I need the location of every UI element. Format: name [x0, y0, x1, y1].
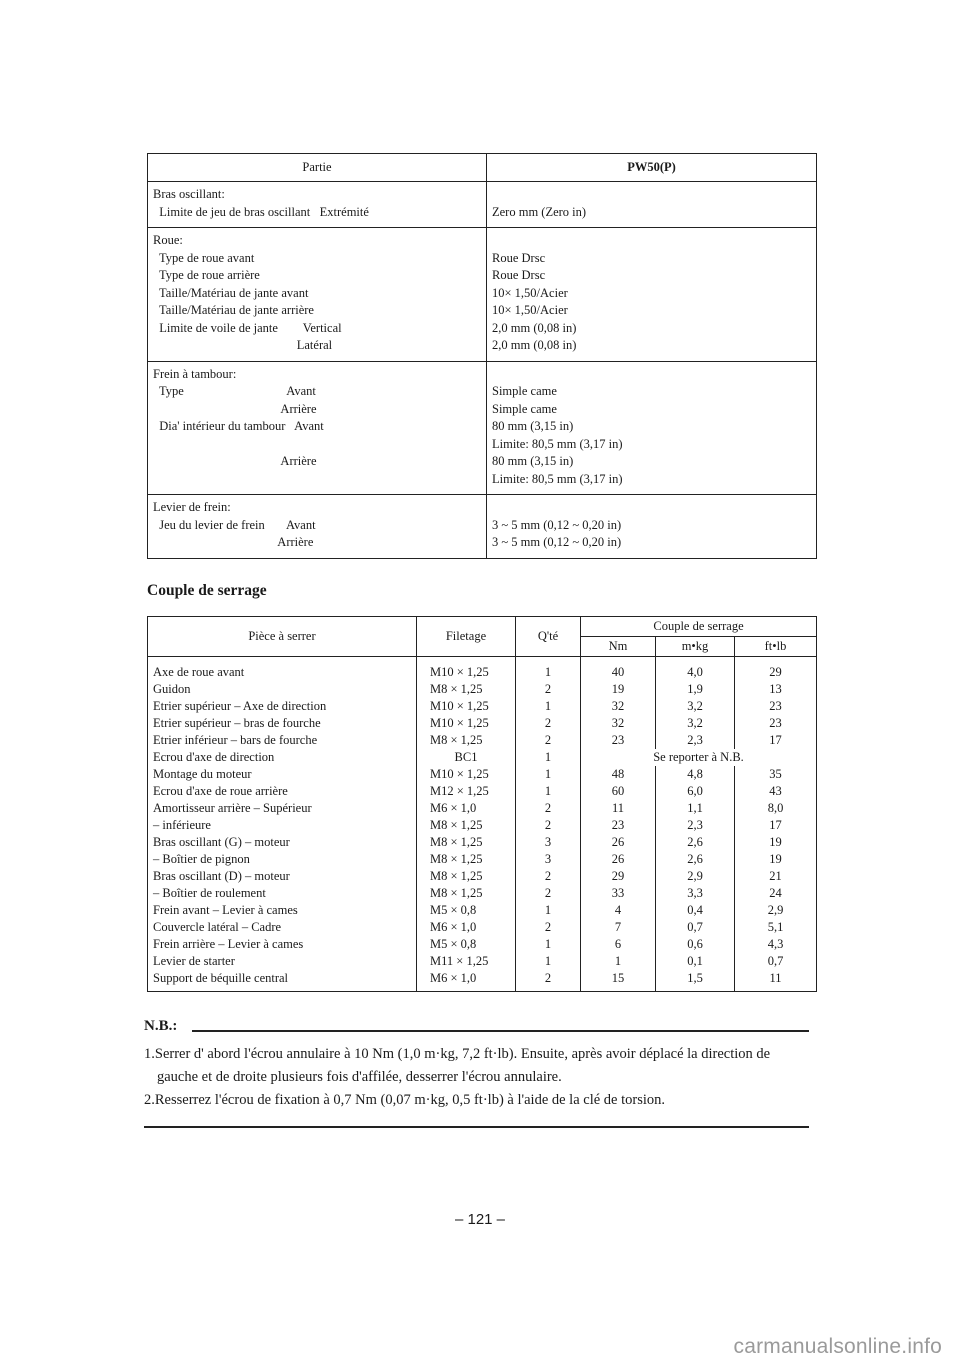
spec-value-line: 80 mm (3,15 in) [492, 419, 574, 433]
filetage-cell: M8 × 1,25 [417, 885, 516, 902]
table-row [148, 868, 817, 885]
table-row [148, 681, 817, 698]
spec-value-line: Limite: 80,5 mm (3,17 in) [492, 436, 623, 451]
spec-part-line: Type de roue avant [153, 250, 255, 265]
filetage-cell: M6 × 1,0 [417, 800, 516, 817]
spec-part-line: Arrière [153, 535, 314, 549]
ftlb-cell: 19 [769, 852, 782, 866]
nm-cell: 60 [581, 783, 656, 800]
piece-cell: Etrier inférieur – bars de fourche [148, 732, 417, 749]
nm-cell: 32 [581, 715, 656, 732]
spec-group-row [148, 361, 817, 495]
qte-cell: 3 [516, 851, 581, 868]
mkg-cell: 3,2 [656, 715, 735, 732]
table-row [148, 953, 817, 970]
table-row [148, 657, 817, 682]
spec-value-line: 3 ~ 5 mm (0,12 ~ 0,20 in) [492, 517, 622, 532]
table-row [148, 800, 817, 817]
nm-cell: 4 [581, 902, 656, 919]
nb-text [144, 1043, 814, 1112]
filetage-cell: M10 × 1,25 [417, 766, 516, 783]
piece-cell: – Boîtier de pignon [148, 851, 417, 868]
filetage-cell: M12 × 1,25 [417, 783, 516, 800]
spec-group-row [148, 182, 817, 228]
piece-cell: Montage du moteur [148, 766, 417, 783]
nm-cell: 11 [581, 800, 656, 817]
spec-part-line: Arrière [153, 454, 317, 468]
spec-part-line: Arrière [153, 401, 317, 416]
bottom-divider [144, 1126, 809, 1128]
qte-cell: 1 [516, 783, 581, 800]
spec-part-line: Levier de frein: [153, 500, 231, 514]
piece-cell: Couvercle latéral – Cadre [148, 919, 417, 936]
spec-value-line [492, 366, 816, 384]
ftlb-cell: 5,1 [767, 920, 784, 934]
torque-body [148, 657, 817, 992]
qte-cell: 1 [516, 936, 581, 953]
piece-cell: – inférieure [148, 817, 417, 834]
spec-part-cell [148, 228, 487, 362]
spec-value-line [492, 499, 816, 517]
table-row [148, 766, 817, 783]
mkg-cell: 3,2 [656, 698, 735, 715]
spec-value-line: Limite: 80,5 mm (3,17 in) [492, 471, 623, 486]
ftlb-cell: 17 [769, 733, 782, 747]
spec-part-line: Limite de voile de jante Vertical [153, 320, 342, 335]
header-nm: Nm [581, 637, 656, 657]
ftlb-cell: 43 [769, 784, 782, 798]
nm-cell: 15 [581, 970, 656, 992]
ftlb-cell: 21 [769, 869, 782, 883]
qte-cell: 2 [516, 885, 581, 902]
filetage-cell: BC1 [417, 749, 516, 766]
spec-part-line: Type Avant [153, 384, 316, 398]
nb-label: N.B.: [144, 1018, 178, 1034]
table-row [148, 902, 817, 919]
spec-part-line: Type de roue arrière [153, 268, 260, 282]
table-row [148, 715, 817, 732]
filetage-cell: M6 × 1,0 [417, 919, 516, 936]
mkg-cell: 4,0 [656, 657, 735, 682]
qte-cell: 2 [516, 817, 581, 834]
qte-cell: 2 [516, 800, 581, 817]
table-row [148, 851, 817, 868]
ftlb-cell: 4,3 [767, 937, 784, 951]
table-row [148, 970, 817, 992]
piece-cell: Levier de starter [148, 953, 417, 970]
spec-value-cell [487, 182, 817, 228]
qte-cell: 1 [516, 657, 581, 682]
mkg-cell: 2,3 [656, 817, 735, 834]
spec-value-cell [487, 495, 817, 559]
spec-part-line: Latéral [153, 338, 333, 352]
nm-cell: 40 [581, 657, 656, 682]
qte-cell: 2 [516, 868, 581, 885]
mkg-cell: 0,7 [656, 919, 735, 936]
spec-part-line [153, 471, 486, 489]
qte-cell: 1 [516, 953, 581, 970]
table-row [148, 817, 817, 834]
qte-cell: 2 [516, 970, 581, 992]
spec-part-line: Jeu du levier de frein Avant [153, 517, 316, 532]
spec-group-row [148, 228, 817, 362]
table-row [148, 749, 817, 766]
filetage-cell: M8 × 1,25 [417, 834, 516, 851]
piece-cell: – Boîtier de roulement [148, 885, 417, 902]
spec-part-line [153, 436, 486, 454]
nm-cell: 6 [581, 936, 656, 953]
piece-cell: Guidon [148, 681, 417, 698]
table-row [148, 698, 817, 715]
mkg-cell: 2,9 [656, 868, 735, 885]
mkg-cell: 2,6 [656, 851, 735, 868]
spec-header-partie: Partie [148, 154, 487, 182]
spec-header-row [148, 154, 817, 182]
spec-group-row [148, 495, 817, 559]
nm-cell: 48 [581, 766, 656, 783]
piece-cell: Frein avant – Levier à cames [148, 902, 417, 919]
qte-cell: 1 [516, 749, 581, 766]
torque-table [147, 616, 817, 992]
ftlb-cell: 23 [769, 716, 782, 730]
mkg-cell: 4,8 [656, 766, 735, 783]
piece-cell: Axe de roue avant [148, 657, 417, 682]
header-piece: Pièce à serrer [148, 617, 417, 657]
mkg-cell: 1,9 [656, 681, 735, 698]
piece-cell: Bras oscillant (D) – moteur [148, 868, 417, 885]
piece-cell: Bras oscillant (G) – moteur [148, 834, 417, 851]
ftlb-cell: 29 [769, 665, 782, 679]
mkg-cell: 0,4 [656, 902, 735, 919]
ftlb-cell: 23 [769, 699, 782, 713]
ftlb-cell: 0,7 [767, 954, 784, 968]
nm-cell: 19 [581, 681, 656, 698]
qte-cell: 1 [516, 698, 581, 715]
watermark: carmanualsonline.info [733, 1335, 942, 1358]
qte-cell: 1 [516, 902, 581, 919]
spec-value-line: Roue Drsc [492, 268, 546, 282]
spec-part-cell [148, 361, 487, 495]
nm-cell: 33 [581, 885, 656, 902]
spec-part-line: Taille/Matériau de jante avant [153, 285, 309, 300]
mkg-cell: 3,3 [656, 885, 735, 902]
nm-cell: 29 [581, 868, 656, 885]
table-row [148, 919, 817, 936]
spec-value-line [492, 232, 816, 250]
ftlb-cell: 19 [769, 835, 782, 849]
spec-part-cell [148, 495, 487, 559]
filetage-cell: M5 × 0,8 [417, 936, 516, 953]
nm-cell: 23 [581, 817, 656, 834]
mkg-cell: 0,6 [656, 936, 735, 953]
ftlb-cell: 13 [769, 682, 782, 696]
spec-value-line: 10× 1,50/Acier [492, 303, 568, 317]
nm-cell: 7 [581, 919, 656, 936]
spec-table [147, 153, 817, 559]
piece-cell: Ecrou d'axe de roue arrière [148, 783, 417, 800]
piece-cell: Etrier supérieur – Axe de direction [148, 698, 417, 715]
nb-item: 2.Resserrez l'écrou de fixation à 0,7 Nm (0,07 m·kg, 0,5 ft·lb) à l'aide de la clé de torsion. [144, 1092, 666, 1108]
mkg-cell: 0,1 [656, 953, 735, 970]
spec-value-cell [487, 361, 817, 495]
spec-value-line [492, 186, 816, 204]
filetage-cell: M10 × 1,25 [417, 698, 516, 715]
spec-part-cell [148, 182, 487, 228]
spec-part-line: Taille/Matériau de jante arrière [153, 303, 314, 317]
spec-body [148, 182, 817, 559]
ftlb-cell: 8,0 [767, 801, 784, 815]
mkg-cell: 1,5 [656, 970, 735, 992]
mkg-cell: 6,0 [656, 783, 735, 800]
header-couple: Couple de serrage [581, 617, 817, 637]
table-row [148, 732, 817, 749]
spec-value-line: 2,0 mm (0,08 in) [492, 338, 577, 352]
spec-part-line: Roue: [153, 233, 183, 247]
filetage-cell: M8 × 1,25 [417, 851, 516, 868]
qte-cell: 1 [516, 766, 581, 783]
mkg-cell: 2,3 [656, 732, 735, 749]
filetage-cell: M8 × 1,25 [417, 868, 516, 885]
filetage-cell: M10 × 1,25 [417, 715, 516, 732]
spec-part-line: Dia' intérieur du tambour Avant [153, 419, 324, 433]
qte-cell: 2 [516, 715, 581, 732]
nm-cell: 1 [581, 953, 656, 970]
ftlb-cell: 2,9 [767, 903, 784, 917]
spec-value-line: Simple came [492, 384, 557, 398]
spec-value-line: 2,0 mm (0,08 in) [492, 320, 577, 335]
ftlb-cell: 11 [769, 971, 782, 985]
piece-cell: Amortisseur arrière – Supérieur [148, 800, 417, 817]
mkg-cell: 1,1 [656, 800, 735, 817]
nm-cell: 26 [581, 834, 656, 851]
filetage-cell: M11 × 1,25 [417, 953, 516, 970]
filetage-cell: M10 × 1,25 [417, 657, 516, 682]
mkg-cell: 2,6 [656, 834, 735, 851]
table-row [148, 936, 817, 953]
table-row [148, 885, 817, 902]
spec-part-line: Bras oscillant: [153, 187, 225, 201]
header-qte: Q'té [516, 617, 581, 657]
qte-cell: 2 [516, 681, 581, 698]
qte-cell: 2 [516, 919, 581, 936]
filetage-cell: M8 × 1,25 [417, 817, 516, 834]
nm-cell: 23 [581, 732, 656, 749]
spec-header-model: PW50(P) [487, 154, 817, 182]
piece-cell: Frein arrière – Levier à cames [148, 936, 417, 953]
nm-cell: 32 [581, 698, 656, 715]
ftlb-cell: 35 [769, 767, 782, 781]
table-row [148, 834, 817, 851]
filetage-cell: M5 × 0,8 [417, 902, 516, 919]
spec-value-line: Roue Drsc [492, 250, 546, 265]
page-number: – 121 – [454, 1211, 506, 1228]
qte-cell: 2 [516, 732, 581, 749]
spec-value-line: 80 mm (3,15 in) [492, 454, 574, 468]
filetage-cell: M8 × 1,25 [417, 732, 516, 749]
spec-value-line: 10× 1,50/Acier [492, 285, 568, 300]
ftlb-cell: 17 [769, 818, 782, 832]
torque-section-title: Couple de serrage [147, 582, 267, 599]
piece-cell: Support de béquille central [148, 970, 417, 992]
nb-divider [192, 1030, 809, 1032]
table-row [148, 783, 817, 800]
piece-cell: Ecrou d'axe de direction [148, 749, 417, 766]
spec-part-line: Limite de jeu de bras oscillant Extrémité [153, 204, 369, 219]
header-filetage: Filetage [417, 617, 516, 657]
header-ftlb: ft•lb [735, 637, 817, 657]
qte-cell: 3 [516, 834, 581, 851]
piece-cell: Etrier supérieur – bras de fourche [148, 715, 417, 732]
spec-part-line: Frein à tambour: [153, 366, 237, 381]
note-reference-cell: Se reporter à N.B. [653, 750, 744, 764]
torque-header-row-1 [148, 617, 817, 637]
spec-value-cell [487, 228, 817, 362]
header-mkg: m•kg [656, 637, 735, 657]
filetage-cell: M8 × 1,25 [417, 681, 516, 698]
nb-item: 1.Serrer d' abord l'écrou annulaire à 10 Nm (1,0 m·kg, 7,2 ft·lb). Ensuite, après avoir déplacé la direction de gauche et de droite plusieurs fois d'affilée, desserrer l'écrou annulaire. [144, 1046, 771, 1085]
spec-value-line: 3 ~ 5 mm (0,12 ~ 0,20 in) [492, 535, 622, 549]
nm-cell: 26 [581, 851, 656, 868]
filetage-cell: M6 × 1,0 [417, 970, 516, 992]
spec-value-line: Simple came [492, 401, 557, 416]
spec-value-line: Zero mm (Zero in) [492, 204, 587, 219]
ftlb-cell: 24 [769, 886, 782, 900]
